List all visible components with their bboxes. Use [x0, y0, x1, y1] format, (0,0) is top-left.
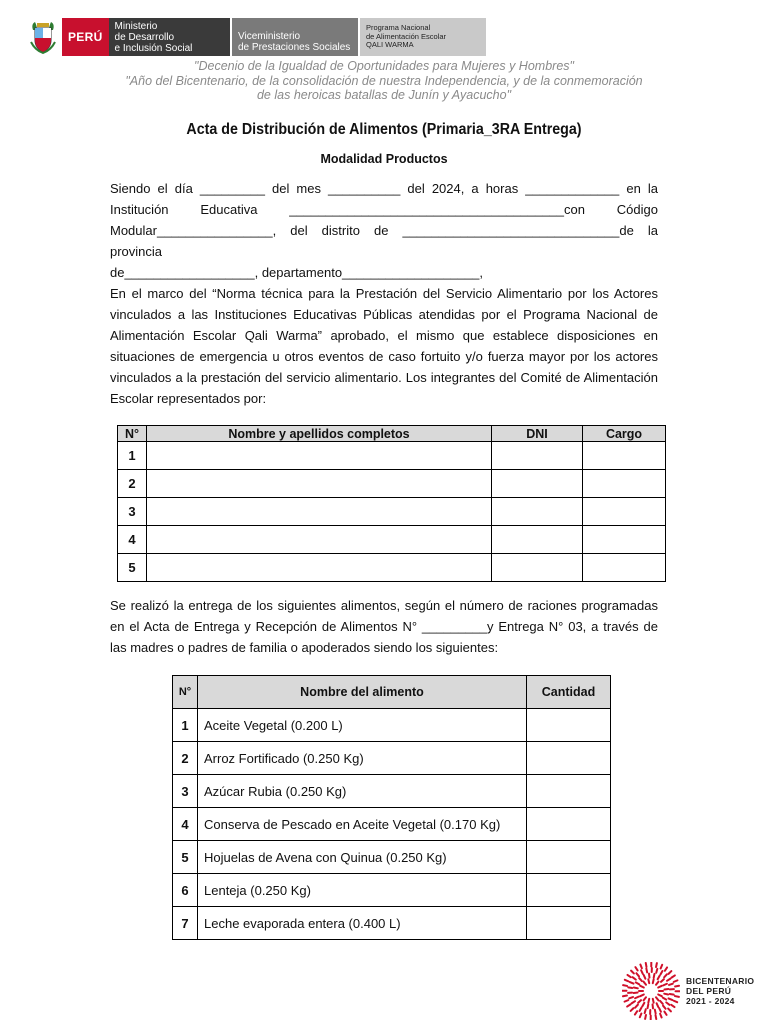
sunburst-ray [634, 988, 638, 989]
table-header-row [173, 676, 611, 709]
document-title: Acta de Distribución de Alimentos (Primaria_3RA Entrega) [186, 121, 582, 138]
table-row [173, 874, 611, 907]
sunburst-ray [674, 980, 678, 981]
sunburst-ray [656, 982, 658, 985]
sunburst-ray [627, 1004, 630, 1006]
name-cell[interactable] [147, 442, 492, 470]
col-header-cargo: Cargo [583, 426, 666, 442]
intro-line-2: Institución Educativa ______________________________________con Código [110, 202, 658, 217]
row-number: 6 [173, 874, 198, 907]
cargo-cell[interactable] [583, 526, 666, 554]
sunburst-ray [640, 1014, 642, 1018]
sunburst-ray [646, 963, 647, 967]
sunburst-ray [625, 980, 629, 982]
dni-cell[interactable] [492, 498, 583, 526]
sunburst-ray [635, 1005, 638, 1008]
sunburst-ray [636, 973, 639, 976]
committee-table [117, 425, 666, 582]
quantity-cell[interactable] [527, 874, 611, 907]
table-row [173, 808, 611, 841]
table-row [173, 775, 611, 808]
col-header-food-name: Nombre del alimento [198, 676, 527, 709]
dni-cell[interactable] [492, 442, 583, 470]
sunburst-ray [669, 971, 672, 974]
sunburst-ray [658, 994, 662, 996]
sunburst-ray [656, 1015, 657, 1019]
institutional-header [28, 18, 486, 56]
cargo-cell[interactable] [583, 498, 666, 526]
sunburst-ray [665, 967, 667, 970]
decenio-line-3: de las heroicas batallas de Junín y Ayacucho" [256, 88, 512, 102]
table-row [173, 841, 611, 874]
name-cell[interactable] [147, 470, 492, 498]
sunburst-ray [623, 996, 627, 997]
sunburst-ray [657, 1003, 659, 1007]
program-name: Programa Nacional de Alimentación Escolar QALI WARMA [360, 18, 486, 56]
sunburst-ray [653, 999, 654, 1003]
sunburst-ray [656, 969, 657, 973]
row-number: 3 [173, 775, 198, 808]
quantity-cell[interactable] [527, 907, 611, 940]
quantity-cell[interactable] [527, 808, 611, 841]
sunburst-ray [669, 984, 673, 985]
ministry-name: Ministerio de Desarrollo e Inclusión Social [109, 18, 230, 56]
sunburst-ray [670, 994, 674, 995]
table-row [173, 742, 611, 775]
table-row [118, 526, 666, 554]
sunburst-ray [669, 998, 673, 1000]
sunburst-ray [645, 1015, 646, 1019]
row-number: 7 [173, 907, 198, 940]
sunburst-ray [635, 997, 639, 999]
bicentenario-sunburst-icon [622, 962, 680, 1020]
sunburst-ray [625, 1000, 629, 1001]
sunburst-ray [632, 1001, 635, 1003]
sunburst-ray [639, 978, 642, 981]
sunburst-ray [674, 1001, 678, 1003]
sunburst-ray [666, 1002, 669, 1004]
sunburst-ray [640, 965, 641, 969]
table-row [118, 470, 666, 498]
food-table [172, 675, 611, 940]
quantity-cell[interactable] [527, 841, 611, 874]
sunburst-ray [672, 975, 675, 977]
norma-paragraph: En el marco del “Norma técnica para la Prestación del Servicio Alimentario por los Actores vinculados a las Instituciones Educativas Públicas atendidas por el Programa Nacional de Alimentación Escolar Qali Warma” aprobado, el mismo que establece disposiciones en situaciones de emergencia u otros eventos de caso fortuito y/o fuerza mayor por los actores vinculados a la prestación del servicio alimentario. Los integrantes del Comité de Alimentación Escolar representados por: [110, 286, 658, 406]
col-header-name: Nombre y apellidos completos [147, 426, 492, 442]
sunburst-ray [648, 1004, 649, 1008]
quantity-cell[interactable] [527, 742, 611, 775]
food-name: Conserva de Pescado en Aceite Vegetal (0.170 Kg) [198, 808, 527, 841]
name-cell[interactable] [147, 498, 492, 526]
row-number: 5 [173, 841, 198, 874]
col-header-dni: DNI [492, 426, 583, 442]
row-number: 4 [118, 526, 147, 554]
row-number: 4 [173, 808, 198, 841]
sunburst-ray [628, 987, 632, 988]
food-name: Azúcar Rubia (0.250 Kg) [198, 775, 527, 808]
sunburst-ray [630, 982, 634, 984]
table-header-row [118, 426, 666, 442]
sunburst-ray [629, 997, 633, 998]
sunburst-ray [667, 979, 670, 981]
table-row [173, 709, 611, 742]
sunburst-ray [660, 1001, 663, 1004]
sunburst-ray [655, 1010, 656, 1014]
food-name: Hojuelas de Avena con Quinua (0.250 Kg) [198, 841, 527, 874]
food-name: Lenteja (0.250 Kg) [198, 874, 527, 907]
sunburst-ray [644, 975, 646, 979]
delivery-paragraph: Se realizó la entrega de los siguientes alimentos, según el número de raciones programadas en el Acta de Entrega y Recepción de Alimentos N° _________y Entrega N° 03, a través de las madres o padres de familia o apoderados siendo los siguientes: [110, 598, 658, 655]
col-header-number: N° [118, 426, 147, 442]
sunburst-ray [663, 984, 667, 986]
intro-paragraph [110, 178, 658, 283]
sunburst-ray [644, 982, 646, 985]
sunburst-ray [656, 997, 658, 1000]
decenio-line-1: "Decenio de la Igualdad de Oportunidades para Mujeres y Hombres" [194, 59, 574, 73]
sunburst-ray [675, 996, 679, 997]
bicentenario-text: BICENTENARIO DEL PERÚ 2021 - 2024 [686, 976, 755, 1006]
sunburst-ray [654, 974, 655, 978]
food-name: Leche evaporada entera (0.400 L) [198, 907, 527, 940]
dni-cell[interactable] [492, 470, 583, 498]
decenio-line-2: "Año del Bicentenario, de la consolidación de nuestra Independencia, y de la conmemoración [125, 74, 643, 88]
col-header-number: N° [173, 676, 198, 709]
sunburst-ray [642, 1003, 644, 1006]
peru-label: PERÚ [68, 30, 103, 44]
peru-coat-of-arms-icon [28, 18, 58, 56]
food-name: Arroz Fortificado (0.250 Kg) [198, 742, 527, 775]
cargo-cell[interactable] [583, 470, 666, 498]
sunburst-ray [640, 994, 644, 996]
sunburst-ray [675, 986, 679, 987]
peru-ministry-logo [62, 18, 230, 56]
sunburst-ray [671, 1005, 674, 1007]
sunburst-ray [661, 979, 664, 982]
sunburst-ray [648, 979, 649, 983]
sunburst-ray [660, 971, 662, 974]
cargo-cell[interactable] [583, 442, 666, 470]
dni-cell[interactable] [492, 526, 583, 554]
sunburst-ray [644, 997, 646, 1000]
name-cell[interactable] [147, 554, 492, 582]
sunburst-ray [640, 1007, 642, 1010]
sunburst-ray [635, 1011, 637, 1014]
quantity-cell[interactable] [527, 709, 611, 742]
row-number: 3 [118, 498, 147, 526]
sunburst-ray [636, 982, 639, 984]
food-name: Aceite Vegetal (0.200 L) [198, 709, 527, 742]
table-row [118, 554, 666, 582]
sunburst-ray [660, 1014, 661, 1018]
row-number: 5 [118, 554, 147, 582]
sunburst-ray [633, 977, 636, 979]
intro-line-3: Modular________________, del distrito de ______________________________de la provincia [110, 223, 658, 259]
table-row [173, 907, 611, 940]
sunburst-ray [635, 967, 637, 970]
sunburst-ray [627, 975, 630, 977]
bicentenario-logo [622, 962, 754, 1020]
sunburst-ray [663, 998, 666, 1000]
sunburst-ray [645, 1009, 646, 1013]
sunburst-ray [653, 979, 654, 983]
sunburst-ray [664, 974, 667, 977]
row-number: 2 [173, 742, 198, 775]
sunburst-ray [658, 986, 662, 988]
sunburst-ray [646, 968, 647, 972]
sunburst-ray [640, 986, 644, 988]
sunburst-ray [648, 999, 649, 1003]
table-row [118, 442, 666, 470]
sunburst-ray [664, 1012, 666, 1015]
sunburst-ray [664, 994, 668, 995]
sunburst-ray [631, 1008, 634, 1011]
cargo-cell[interactable] [583, 554, 666, 582]
intro-line-4: de__________________, departamento___________________, [110, 265, 484, 280]
intro-line-1: Siendo el día _________ del mes __________ del 2024, a horas _____________ en la [110, 181, 658, 196]
sunburst-ray [668, 1009, 671, 1012]
sunburst-ray [663, 1006, 666, 1009]
name-cell[interactable] [147, 526, 492, 554]
sunburst-ray [658, 976, 660, 979]
sunburst-ray [631, 971, 634, 974]
viceministry-name: Viceministerio de Prestaciones Sociales [232, 18, 358, 56]
sunburst-ray [638, 1000, 641, 1003]
table-row [118, 498, 666, 526]
col-header-quantity: Cantidad [527, 676, 611, 709]
document-subtitle: Modalidad Productos [320, 152, 448, 166]
sunburst-ray [623, 985, 627, 986]
sunburst-ray [659, 1008, 661, 1012]
sunburst-ray [656, 963, 657, 967]
row-number: 1 [118, 442, 147, 470]
dni-cell[interactable] [492, 554, 583, 582]
sunburst-ray [641, 970, 643, 974]
quantity-cell[interactable] [527, 775, 611, 808]
row-number: 1 [173, 709, 198, 742]
sunburst-ray [661, 965, 663, 969]
row-number: 2 [118, 470, 147, 498]
